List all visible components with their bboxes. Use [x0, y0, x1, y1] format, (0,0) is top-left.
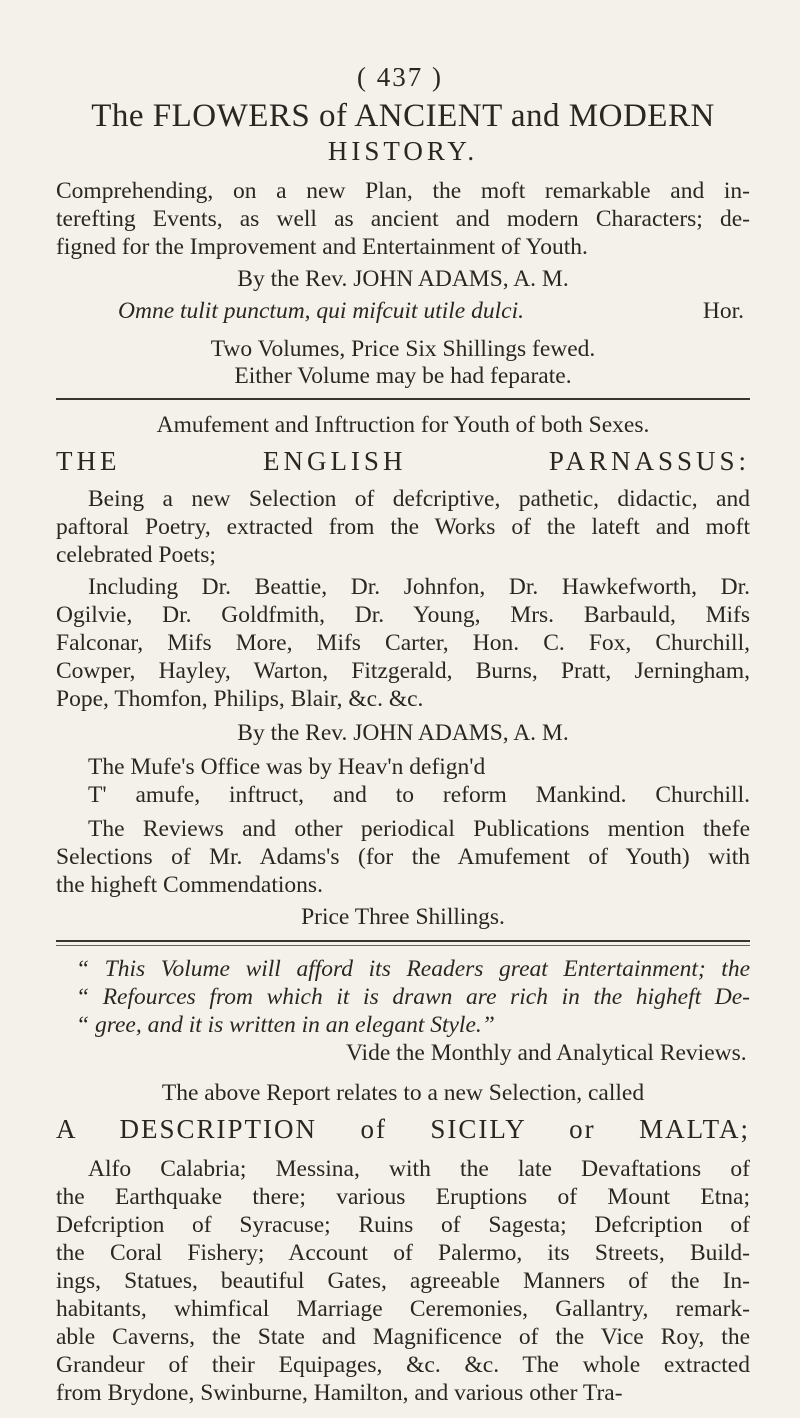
ad1-price: Two Volumes, Price Six Shillings fewed. [210, 336, 596, 362]
review-source: Vide the Monthly and Analytical Reviews. [346, 1040, 747, 1066]
page-number: ( 437 ) [357, 62, 443, 92]
ad2-line: Falconar, Mifs More, Mifs Carter, Hon. C. Fox, Churchill, [56, 630, 750, 656]
ad3-line: able Caverns, the State and Magnificence of the Vice Roy, the [56, 1324, 750, 1350]
ad3-line: Defcription of Syracuse; Ruins of Sagesta; Defcription of [56, 1212, 750, 1238]
ad2-line: Selections of Mr. Adams's (for the Amufement of Youth) with [56, 844, 750, 870]
ad2-title: THE ENGLISH PARNASSUS: [56, 446, 750, 476]
ad2-line: the higheft Commendations. [56, 872, 323, 898]
ad2-line: Ogilvie, Dr. Goldfmith, Dr. Young, Mrs. Barbauld, Mifs [56, 602, 750, 628]
ad3-line: from Brydone, Swinburne, Hamilton, and various other Tra- [56, 1380, 623, 1406]
ad2-line: Pope, Thomfon, Philips, Blair, &c. &c. [56, 686, 424, 712]
ad2-heading: Amufement and Inftruction for Youth of both Sexes. [156, 412, 650, 438]
divider [56, 940, 750, 942]
ad2-line: Being a new Selection of defcriptive, pathetic, didactic, and [88, 486, 750, 512]
ad3-intro: The above Report relates to a new Selection, called [161, 1080, 645, 1106]
ad2-verse: The Mufe's Office was by Heav'n defign'd [88, 754, 486, 780]
ad1-title-2: HISTORY. [327, 136, 479, 166]
ad1-note: Either Volume may be had feparate. [234, 363, 572, 389]
ad2-line: paftoral Poetry, extracted from the Works of the lateft and moft [56, 514, 750, 540]
ad2-line: Including Dr. Beattie, Dr. Johnfon, Dr. Hawkefworth, Dr. [88, 574, 750, 600]
ad2-author: By the Rev. JOHN ADAMS, A. M. [237, 720, 569, 746]
ad1-title: The FLOWERS of ANCIENT and MODERN [91, 98, 715, 134]
ad3-line: the Earthquake there; various Eruptions of Mount Etna; [56, 1184, 750, 1210]
ad1-line: figned for the Improvement and Entertainment of Youth. [56, 234, 588, 260]
review-quote-line: “ Refources from which it is drawn are rich in the higheft De- [76, 984, 750, 1010]
ad2-line: celebrated Poets; [56, 542, 216, 568]
ad3-line: Alfo Calabria; Messina, with the late Devaftations of [88, 1156, 750, 1182]
review-quote-line: “ gree, and it is written in an elegant Style.” [76, 1012, 495, 1038]
ad3-line: ings, Statues, beautiful Gates, agreeable Manners of the In- [56, 1268, 750, 1294]
ad2-verse: T' amufe, inftruct, and to reform Mankind. Churchill. [88, 782, 750, 808]
ad3-line: Grandeur of their Equipages, &c. &c. The whole extracted [56, 1352, 750, 1378]
ad2-line: The Reviews and other periodical Publications mention thefe [88, 816, 750, 842]
ad3-title: A DESCRIPTION of SICILY or MALTA; [56, 1114, 750, 1144]
ad2-line: Cowper, Hayley, Warton, Fitzgerald, Burns, Pratt, Jerningham, [56, 658, 750, 684]
ad1-author: By the Rev. JOHN ADAMS, A. M. [237, 266, 569, 292]
ad3-line: habitants, whimfical Marriage Ceremonies, Gallantry, remark- [56, 1296, 750, 1322]
ad3-line: the Coral Fishery; Account of Palermo, its Streets, Build- [56, 1240, 750, 1266]
ad1-motto: Omne tulit punctum, qui mifcuit utile dulci. [118, 298, 524, 324]
review-quote-line: “ This Volume will afford its Readers great Entertainment; the [76, 956, 750, 982]
ad2-price: Price Three Shillings. [301, 904, 505, 930]
ad1-line: Comprehending, on a new Plan, the moft remarkable and in- [56, 178, 750, 204]
divider [56, 398, 750, 400]
ad1-line: terefting Events, as well as ancient and modern Characters; de- [56, 206, 750, 232]
divider [56, 945, 750, 946]
ad1-motto-source: Hor. [702, 298, 744, 324]
